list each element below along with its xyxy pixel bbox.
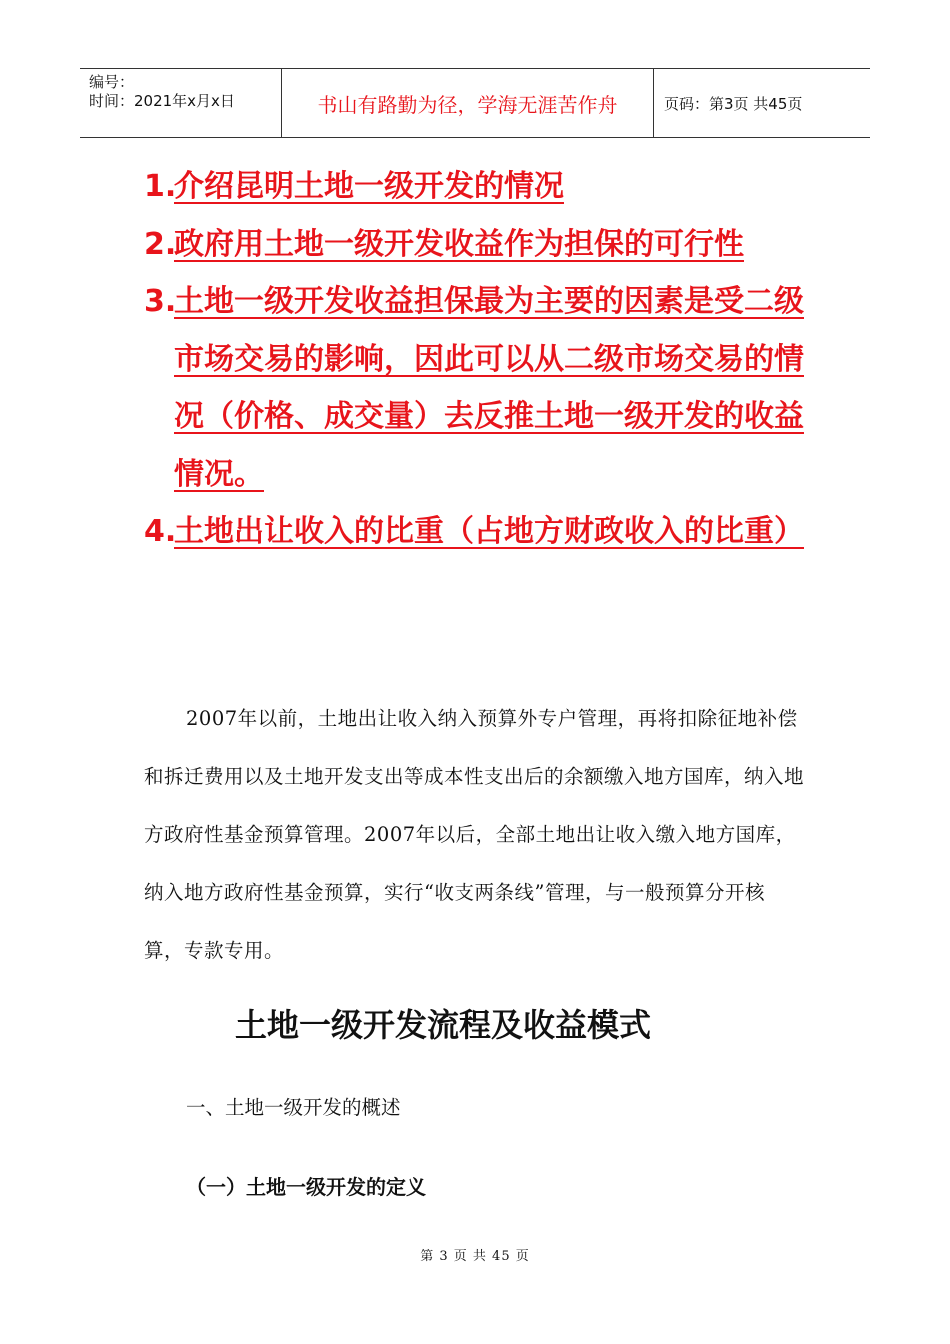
list-text: 土地一级开发收益担保最为主要的因素是受二级市场交易的影响，因此可以从二级市场交易的情况（价格、成交量）去反推土地一级开发的收益情况。	[174, 284, 804, 492]
header-table	[80, 68, 870, 138]
list-text: 政府用土地一级开发收益作为担保的可行性	[174, 226, 744, 262]
red-numbered-list	[144, 158, 824, 561]
list-number: 1.	[144, 169, 177, 204]
time-label: 时间：2021年x月x日	[89, 92, 235, 110]
list-item	[144, 273, 824, 503]
section-heading: 土地一级开发流程及收益模式	[234, 1006, 651, 1044]
list-number: 3.	[144, 284, 177, 319]
page-footer: 第 3 页 共 45 页	[420, 1249, 530, 1264]
header-info-cell	[80, 69, 282, 137]
header-motto: 书山有路勤为径，学海无涯苦作舟	[282, 69, 654, 137]
list-item	[144, 503, 824, 561]
list-item	[144, 216, 824, 274]
list-text: 土地出让收入的比重（占地方财政收入的比重）	[174, 514, 804, 549]
number-label: 编号：	[89, 73, 135, 91]
list-number: 2.	[144, 226, 177, 262]
list-item	[144, 158, 824, 216]
subheading-overview: 一、土地一级开发的概述	[186, 1096, 401, 1119]
list-number: 4.	[144, 514, 177, 549]
header-page-label: 页码：第3页 共45页	[664, 94, 803, 113]
body-paragraph: 2007年以前，土地出让收入纳入预算外专户管理，再将扣除征地补偿和拆迁费用以及土地开发支出等成本性支出后的余额缴入地方国库，纳入地方政府性基金预算管理。2007年以后，全部土地出让收入缴入地方国库，纳入地方政府性基金预算，实行“收支两条线”管理，与一般预算分开核算，专款专用。	[144, 707, 805, 962]
list-text: 介绍昆明土地一级开发的情况	[174, 169, 564, 204]
subheading-definition: （一）土地一级开发的定义	[186, 1175, 426, 1199]
